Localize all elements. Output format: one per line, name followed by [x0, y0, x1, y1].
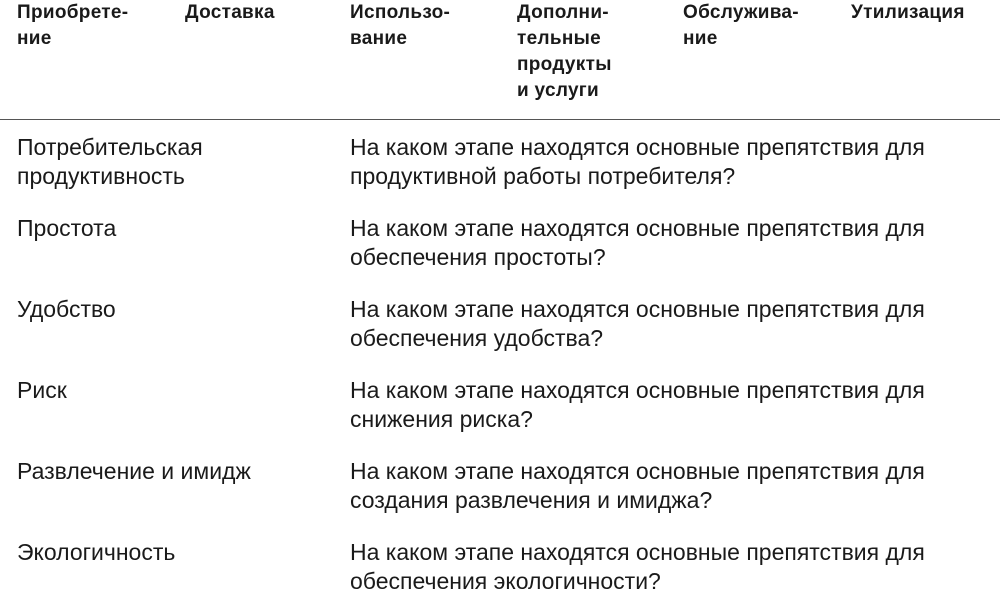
row-question: На каком этапе находятся основные препятствия для обеспечения простоты? [350, 215, 925, 270]
table-header [0, 0, 1000, 120]
header-use: Использо- вание [350, 2, 451, 49]
table-row [0, 538, 1000, 590]
header-disposal: Утилизация [851, 2, 965, 23]
header-supplements: Дополни- тельные продукты и услуги [517, 2, 612, 101]
row-question: На каком этапе находятся основные препятствия для обеспечения удобства? [350, 296, 925, 351]
row-question: На каком этапе находятся основные препятствия для обеспечения экологичности? [350, 539, 925, 590]
row-factor: Простота [17, 215, 117, 241]
row-factor: Развлечение и имидж [17, 458, 251, 484]
row-question: На каком этапе находятся основные препятствия для продуктивной работы потребителя? [350, 134, 925, 189]
header-acquisition: Приобрете- ние [17, 2, 129, 49]
row-factor: Риск [17, 377, 67, 403]
row-question: На каком этапе находятся основные препятствия для создания развлечения и имиджа? [350, 458, 925, 513]
row-factor: Потребительская продуктивность [17, 134, 203, 189]
table-row [0, 133, 1000, 214]
header-divider [0, 119, 1000, 120]
row-factor: Экологичность [17, 539, 176, 565]
table-row [0, 295, 1000, 376]
row-factor: Удобство [17, 296, 116, 322]
row-question: На каком этапе находятся основные препятствия для снижения риска? [350, 377, 925, 432]
table-row [0, 457, 1000, 538]
table-row [0, 214, 1000, 295]
header-delivery: Доставка [185, 2, 275, 23]
header-maintenance: Обслужива- ние [683, 2, 799, 49]
table-body [0, 133, 1000, 590]
table-row [0, 376, 1000, 457]
